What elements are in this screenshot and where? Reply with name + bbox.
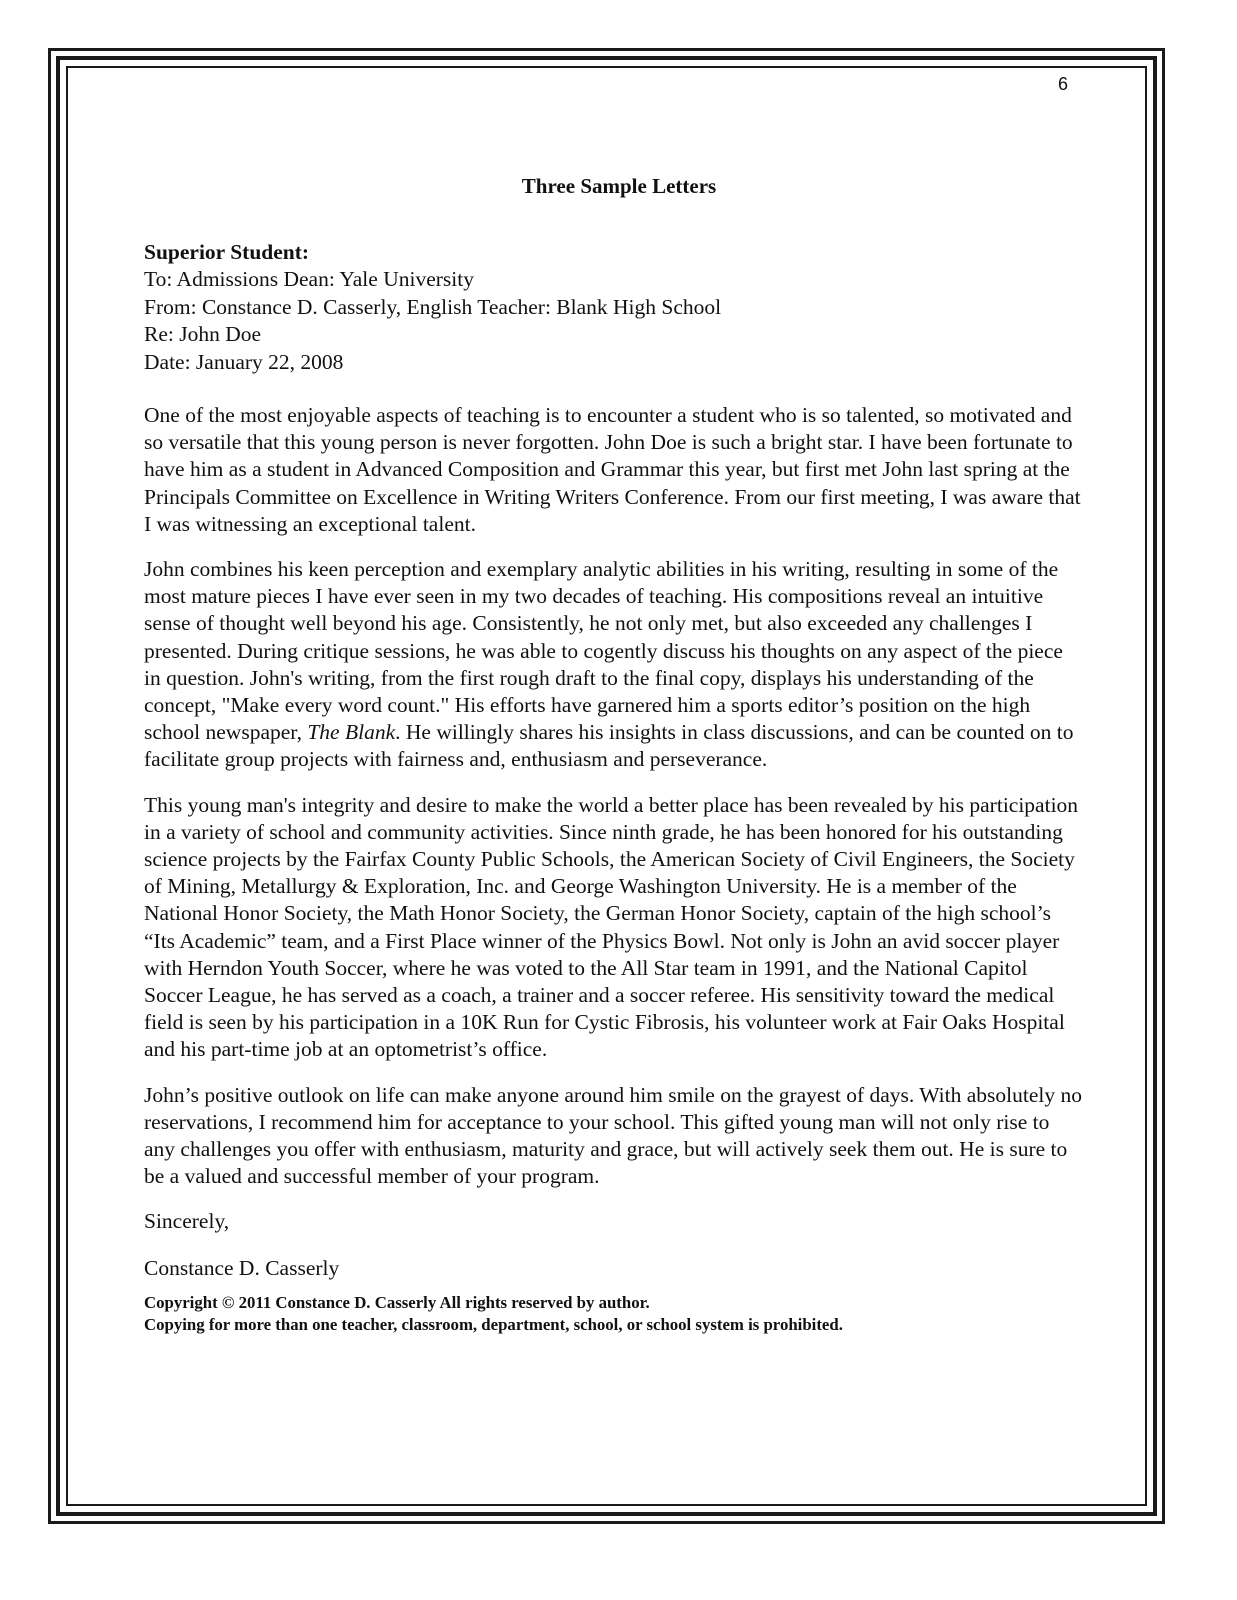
- section-heading: Superior Student:: [144, 240, 310, 264]
- page-number: 6: [1058, 74, 1069, 94]
- paragraph-2-text-a: John combines his keen perception and exemplary analytic abilities in his writing, resulting in some of the most mature pieces I have ever seen in my two decades of teaching. His compositions reveal an intuitive sense of thought well beyond his age. Consistently, he not only met, but also exceeded any challenges I presented. During critique sessions, he was able to cogently discuss his thoughts on any aspect of the piece in question. John's writing, from the first rough draft to the final copy, displays his understanding of the concept, "Make every word count." His efforts have garnered him a sports editor’s position on the high school newspaper,: [144, 557, 1063, 745]
- paragraph-1: One of the most enjoyable aspects of teaching is to encounter a student who is so talented, so motivated and so versatile that this young person is never forgotten. John Doe is such a bright star. I have been fortunate to have him as a student in Advanced Composition and Grammar this year, but first met John last spring at the Principals Committee on Excellence in Writing Writers Conference. From our first meeting, I was aware that I was witnessing an exceptional talent.: [144, 403, 1081, 536]
- copyright-line: Copyright © 2011 Constance D. Casserly All rights reserved by author.: [144, 1293, 650, 1313]
- copying-restriction: Copying for more than one teacher, classroom, department, school, or school system is prohibited.: [144, 1315, 843, 1335]
- memo-date: Date: January 22, 2008: [144, 349, 344, 374]
- memo-to: To: Admissions Dean: Yale University: [144, 267, 474, 291]
- paragraph-3: This young man's integrity and desire to make the world a better place has been revealed by his participation in a variety of school and community activities. Since ninth grade, he has been honored for his outstanding science projects by the Fairfax County Public Schools, the American Society of Civil Engineers, the Society of Mining, Metallurgy & Exploration, Inc. and George Washington University. He is a member of the National Honor Society, the Math Honor Society, the German Honor Society, captain of the high school’s “Its Academic” team, and a First Place winner of the Physics Bowl. Not only is John an avid soccer player with Herndon Youth Soccer, where he was voted to the All Star team in 1991, and the National Capitol Soccer League, he has served as a coach, a trainer and a soccer referee. His sensitivity toward the medical field is seen by his participation in a 10K Run for Cystic Fibrosis, his volunteer work at Fair Oaks Hospital and his part-time job at an optometrist’s office.: [144, 792, 1079, 1062]
- signature: Constance D. Casserly: [144, 1256, 340, 1281]
- closing: Sincerely,: [144, 1209, 230, 1234]
- paragraph-4: John’s positive outlook on life can make anyone around him smile on the grayest of days. With absolutely no reservations, I recommend him for acceptance to your school. This gifted young man will not only rise to any challenges you offer with enthusiasm, maturity and grace, but will actively seek them out. He is sure to be a valued and successful member of your program.: [144, 1082, 1083, 1189]
- newspaper-title: The Blank: [307, 720, 396, 745]
- memo-from: From: Constance D. Casserly, English Teacher: Blank High School: [144, 294, 722, 319]
- page-title: Three Sample Letters: [521, 174, 717, 198]
- memo-re: Re: John Doe: [144, 322, 262, 346]
- paragraph-2: [144, 556, 1084, 774]
- memo-header: [144, 266, 1084, 376]
- paragraph-2-text-b: . He willingly shares his insights in class discussions, and can be counted on to facilitate group projects with fairness and, enthusiasm and perseverance.: [144, 720, 1074, 772]
- letter-content: [144, 174, 1084, 1336]
